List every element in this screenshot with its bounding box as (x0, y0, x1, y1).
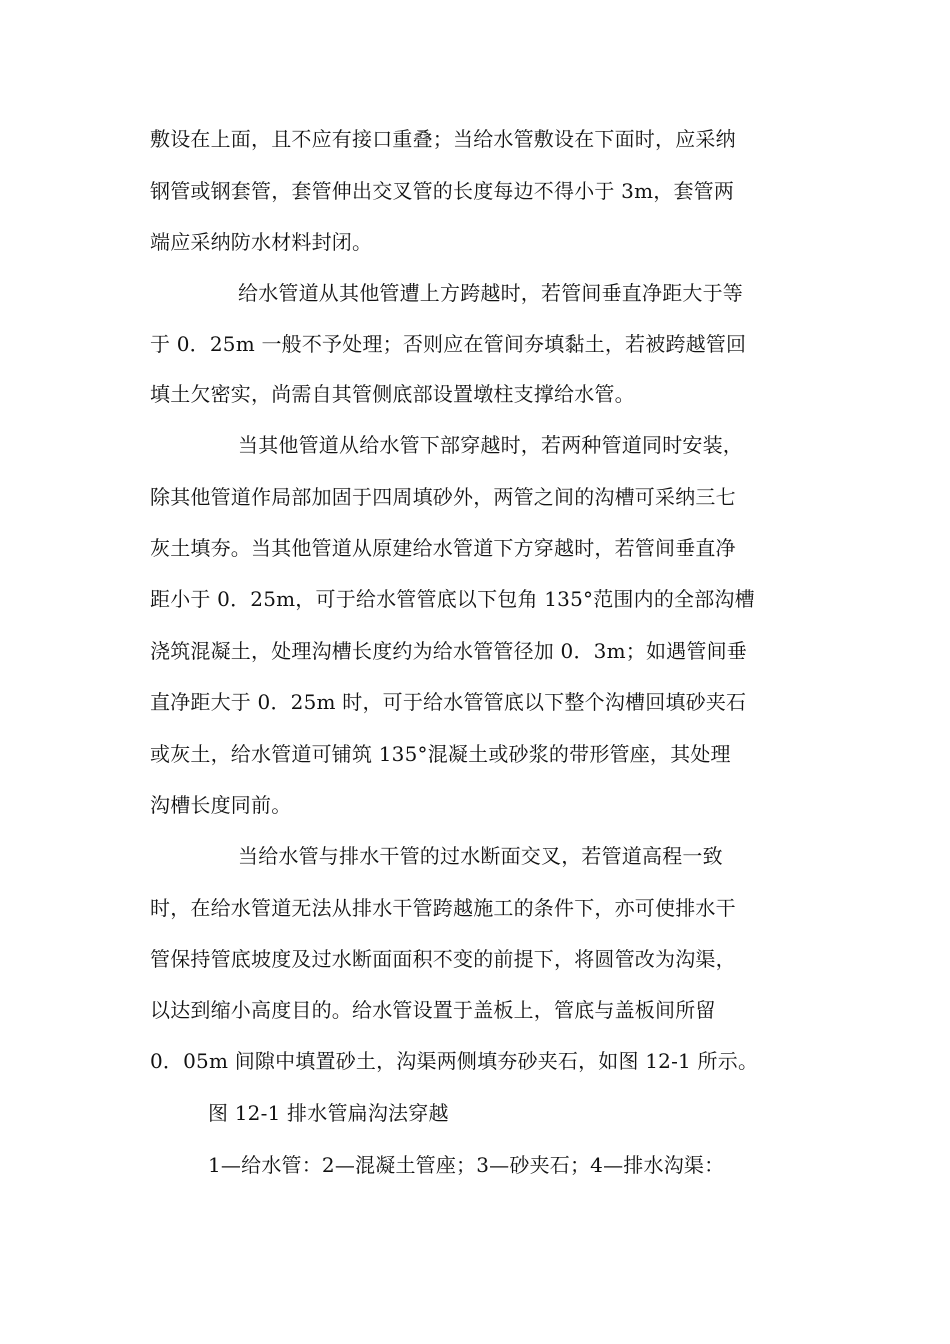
paragraph-1-line-1: 敷设在上面，且不应有接口重叠；当给水管敷设在下面时，应采纳 (150, 127, 736, 151)
paragraph-1-line-3: 端应采纳防水材料封闭。 (150, 230, 373, 254)
figure-legend: 1—给水管：2—混凝土管座；3—砂夹石；4—排水沟渠： (208, 1153, 725, 1177)
paragraph-3-line-3: 灰土填夯。当其他管道从原建给水管道下方穿越时，若管间垂直净 (150, 536, 736, 560)
paragraph-2-line-1: 给水管道从其他管遭上方跨越时，若管间垂直净距大于等 (238, 281, 743, 305)
figure-caption: 图 12-1 排水管扁沟法穿越 (208, 1101, 449, 1125)
paragraph-4-line-5: 0．05m 间隙中填置砂土，沟渠两侧填夯砂夹石，如图 12-1 所示。 (150, 1049, 759, 1073)
paragraph-3-line-7: 或灰土，给水管道可铺筑 135°混凝土或砂浆的带形管座，其处理 (150, 742, 731, 766)
paragraph-3-line-5: 浇筑混凝土，处理沟槽长度约为给水管管径加 0．3m；如遇管间垂 (150, 639, 747, 663)
paragraph-2-line-3: 填土欠密实，尚需自其管侧底部设置墩柱支撑给水管。 (150, 382, 635, 406)
paragraph-3-line-4: 距小于 0．25m，可于给水管管底以下包角 135°范围内的全部沟槽 (150, 587, 755, 611)
paragraph-3-line-2: 除其他管道作局部加固于四周填砂外，两管之间的沟槽可采纳三七 (150, 485, 736, 509)
paragraph-2-line-2: 于 0．25m 一般不予处理；否则应在管间夯填黏土，若被跨越管回 (150, 332, 747, 356)
paragraph-4-line-1: 当给水管与排水干管的过水断面交叉，若管道高程一致 (238, 844, 723, 868)
paragraph-3-line-6: 直净距大于 0．25m 时，可于给水管管底以下整个沟槽回填砂夹石 (150, 690, 747, 714)
paragraph-4-line-4: 以达到缩小高度目的。给水管设置于盖板上，管底与盖板间所留 (150, 998, 716, 1022)
paragraph-1-line-2: 钢管或钢套管，套管伸出交叉管的长度每边不得小于 3m，套管两 (150, 179, 735, 203)
paragraph-4-line-2: 时，在给水管道无法从排水干管跨越施工的条件下，亦可使排水干 (150, 896, 736, 920)
paragraph-3-line-8: 沟槽长度同前。 (150, 793, 292, 817)
paragraph-3-line-1: 当其他管道从给水管下部穿越时，若两种管道同时安装， (238, 433, 743, 457)
paragraph-4-line-3: 管保持管底坡度及过水断面面积不变的前提下，将圆管改为沟渠， (150, 947, 736, 971)
